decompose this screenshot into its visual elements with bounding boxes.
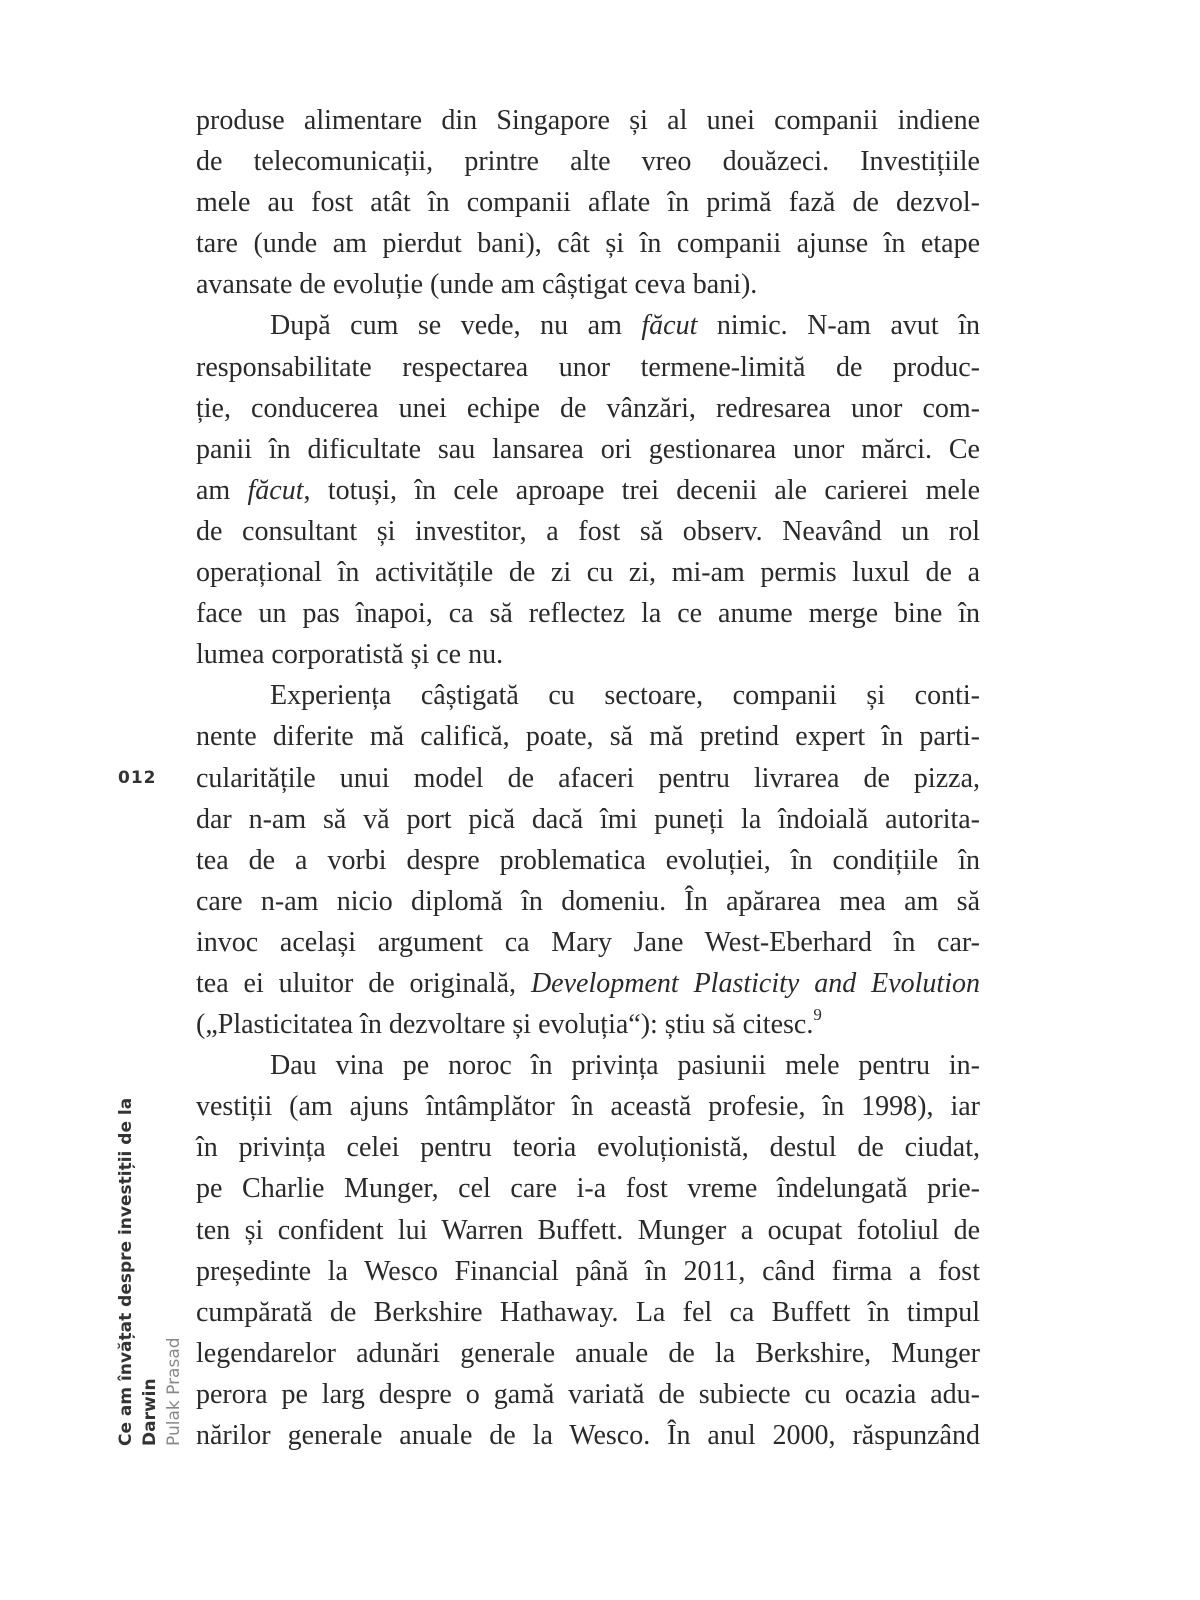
text-segment: tea ei uluitor de originală, [196, 967, 531, 999]
body-text [196, 100, 980, 1456]
text-segment: pe Charlie Munger, cel care i-a fost vreme îndelungată prie- [196, 1173, 980, 1205]
text-segment: produse alimentare din Singapore și al unei companii indiene [196, 105, 980, 136]
text-line [196, 593, 980, 634]
text-line [196, 511, 980, 552]
text-line [196, 634, 980, 675]
page-number: 012 [118, 768, 157, 788]
text-segment: am [196, 474, 248, 506]
text-line [196, 141, 980, 182]
text-line [196, 1004, 980, 1045]
text-line [196, 388, 980, 429]
text-segment: tea de a vorbi despre problematica evoluției, în condițiile în [196, 844, 980, 876]
text-segment: președinte la Wesco Financial până în 2011, când firma a fost [196, 1255, 980, 1287]
text-segment: perora pe larg despre o gamă variată de subiecte cu ocazia adu- [196, 1378, 980, 1410]
text-segment: ten și confident lui Warren Buffett. Munger a ocupat fotoliul de [196, 1214, 980, 1246]
text-line [196, 881, 980, 922]
text-segment: în privința celei pentru teoria evoluționistă, destul de ciudat, [196, 1132, 980, 1164]
text-segment: dar n-am să vă port pică dacă îmi puneți la îndoială autorita- [196, 803, 980, 835]
text-line [196, 758, 980, 799]
text-segment: legendarelor adunări generale anuale de la Berkshire, Munger [196, 1337, 980, 1369]
text-line [196, 1045, 980, 1086]
text-segment: avansate de evoluție (unde am câștigat ceva bani). [196, 269, 758, 301]
text-line [196, 1292, 980, 1333]
text-segment: cularitățile unui model de afaceri pentru livrarea de pizza, [196, 762, 980, 794]
text-segment: După cum se vede, nu am [270, 310, 642, 342]
text-line [196, 429, 980, 470]
text-segment: de telecomunicații, printre alte vreo douăzeci. Investițiile [196, 146, 980, 178]
text-segment: panii în dificultate sau lansarea ori gestionarea unor mărci. Ce [196, 433, 980, 465]
text-segment: care n-am nicio diplomă în domeniu. În apărarea mea am să [196, 885, 980, 917]
text-segment: vestiții (am ajuns întâmplător în această profesie, în 1998), iar [196, 1091, 980, 1123]
italic-text: făcut [247, 474, 304, 506]
text-line [196, 922, 980, 963]
italic-text: Development Plasticity and Evolution [530, 967, 980, 999]
text-segment: , totuși, în cele aproape trei decenii ale carierei mele [303, 474, 980, 506]
text-line [196, 1333, 980, 1374]
text-line [196, 840, 980, 881]
text-line [196, 182, 980, 223]
text-line [196, 470, 980, 511]
text-segment: ție, conducerea unei echipe de vânzări, redresarea unor com- [196, 392, 980, 424]
text-line [196, 305, 980, 346]
text-segment: nente diferite mă califică, poate, să mă pretind expert în parti- [196, 721, 980, 753]
footnote-ref: 9 [813, 1005, 822, 1025]
text-line [196, 100, 980, 141]
book-author: Pulak Prasad [164, 1337, 184, 1446]
text-segment: lumea corporatistă și ce nu. [196, 639, 504, 671]
text-line [196, 264, 980, 305]
book-title: Ce am învățat despre investiții de la Darwin [116, 1097, 160, 1446]
text-line [196, 1210, 980, 1251]
text-line [196, 552, 980, 593]
text-segment: invoc același argument ca Mary Jane West-Eberhard în car- [196, 926, 980, 958]
text-line [196, 716, 980, 757]
text-line [196, 1127, 980, 1168]
text-segment: responsabilitate respectarea unor termene-limită de produc- [196, 351, 980, 383]
text-segment: tare (unde am pierdut bani), cât și în companii ajunse în etape [196, 228, 980, 260]
text-segment: mele au fost atât în companii aflate în primă fază de dezvol- [196, 187, 980, 219]
text-line [196, 1415, 980, 1456]
text-segment: cumpărată de Berkshire Hathaway. La fel ca Buffett în timpul [196, 1296, 980, 1328]
text-segment: Dau vina pe noroc în privința pasiunii mele pentru in- [270, 1050, 980, 1082]
text-line [196, 1251, 980, 1292]
text-line [196, 1374, 980, 1415]
text-segment: Experiența câștigată cu sectoare, companii și conti- [270, 680, 980, 712]
italic-text: făcut [641, 310, 698, 342]
text-segment: nimic. N-am avut în [697, 310, 980, 342]
text-segment: face un pas înapoi, ca să reflectez la ce anume merge bine în [196, 598, 980, 630]
text-line [196, 347, 980, 388]
text-segment: operațional în activitățile de zi cu zi, mi-am permis luxul de a [196, 557, 980, 589]
running-head [114, 1040, 186, 1446]
text-line [196, 675, 980, 716]
text-segment: de consultant și investitor, a fost să observ. Neavând un rol [196, 515, 980, 547]
text-line [196, 223, 980, 264]
text-line [196, 1168, 980, 1209]
text-segment: („Plasticitatea în dezvoltare și evoluția“): știu să citesc. [196, 1009, 814, 1041]
text-line [196, 799, 980, 840]
text-segment: nărilor generale anuale de la Wesco. În anul 2000, răspunzând [196, 1420, 980, 1451]
text-line [196, 1086, 980, 1127]
text-line [196, 963, 980, 1004]
